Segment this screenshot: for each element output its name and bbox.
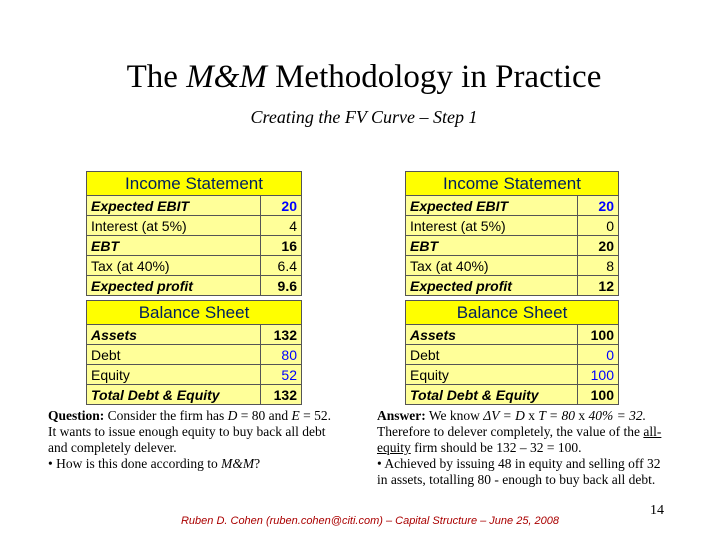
income-statement-header: Income Statement bbox=[406, 172, 619, 196]
row-label: EBT bbox=[406, 236, 578, 256]
row-value: 9.6 bbox=[261, 276, 302, 296]
question-label: Question: bbox=[48, 408, 105, 423]
row-label: Tax (at 40%) bbox=[406, 256, 578, 276]
question-line-1 bbox=[48, 408, 358, 424]
row-label: Total Debt & Equity bbox=[87, 385, 261, 405]
title-prefix: The bbox=[126, 59, 187, 95]
page-number: 14 bbox=[650, 503, 664, 518]
row-label: Interest (at 5%) bbox=[87, 216, 261, 236]
delta-v: ΔV = D bbox=[483, 408, 525, 423]
row-value: 132 bbox=[261, 325, 302, 345]
question-line-4 bbox=[48, 456, 358, 472]
row-value: 80 bbox=[261, 345, 302, 365]
row-label: Debt bbox=[406, 345, 578, 365]
row-label: Total Debt & Equity bbox=[406, 385, 578, 405]
answer-text bbox=[377, 408, 679, 488]
footer-credit: Ruben D. Cohen (ruben.cohen@citi.com) – Capital Structure – June 25, 2008 bbox=[180, 515, 560, 527]
row-value: 100 bbox=[578, 365, 619, 385]
row-label: Expected EBIT bbox=[406, 196, 578, 216]
row-label: Expected profit bbox=[87, 276, 261, 296]
row-value: 20 bbox=[578, 236, 619, 256]
tax-pct: 40% = 32. bbox=[588, 408, 646, 423]
answer-line-2 bbox=[377, 424, 679, 440]
row-value: 100 bbox=[578, 325, 619, 345]
answer-text-part: x bbox=[574, 408, 589, 423]
answer-text-part: firm should be 132 – 32 = 100. bbox=[410, 440, 582, 455]
title-mm: M&M bbox=[186, 59, 267, 95]
title-suffix: Methodology in Practice bbox=[266, 59, 602, 95]
row-label: Equity bbox=[406, 365, 578, 385]
levered-firm-table bbox=[86, 171, 302, 405]
row-value: 16 bbox=[261, 236, 302, 256]
row-value: 12 bbox=[578, 276, 619, 296]
row-label: Assets bbox=[87, 325, 261, 345]
row-value: 4 bbox=[261, 216, 302, 236]
question-text bbox=[48, 408, 358, 472]
unlevered-firm-table bbox=[405, 171, 619, 405]
balance-sheet-header: Balance Sheet bbox=[87, 301, 302, 325]
row-label: EBT bbox=[87, 236, 261, 256]
question-line-3: and completely delever. bbox=[48, 440, 177, 455]
row-value: 20 bbox=[261, 196, 302, 216]
answer-text-part: x bbox=[524, 408, 539, 423]
var-d: D bbox=[227, 408, 238, 423]
row-value: 8 bbox=[578, 256, 619, 276]
row-value: 6.4 bbox=[261, 256, 302, 276]
var-e: E bbox=[291, 408, 300, 423]
slide-title bbox=[0, 58, 728, 96]
tax-term: T = 80 bbox=[538, 408, 575, 423]
question-text-part: • How is this done according to bbox=[48, 456, 222, 471]
mm-italic: M&M bbox=[221, 456, 255, 471]
question-line-2: It wants to issue enough equity to buy back all debt bbox=[48, 424, 326, 439]
row-label: Assets bbox=[406, 325, 578, 345]
answer-line-4: • Achieved by issuing 48 in equity and selling off 32 bbox=[377, 456, 661, 471]
row-label: Debt bbox=[87, 345, 261, 365]
row-label: Expected profit bbox=[406, 276, 578, 296]
row-value: 0 bbox=[578, 216, 619, 236]
row-label: Tax (at 40%) bbox=[87, 256, 261, 276]
row-value: 0 bbox=[578, 345, 619, 365]
question-text-part: ? bbox=[254, 456, 261, 471]
answer-label: Answer: bbox=[377, 408, 426, 423]
balance-sheet-header: Balance Sheet bbox=[406, 301, 619, 325]
answer-line-1 bbox=[377, 408, 679, 424]
question-text-part: Consider the firm has bbox=[104, 408, 228, 423]
income-statement-header: Income Statement bbox=[87, 172, 302, 196]
answer-line-5: in assets, totalling 80 - enough to buy back all debt. bbox=[377, 472, 656, 487]
answer-underlined: all- bbox=[643, 424, 662, 439]
row-value: 100 bbox=[578, 385, 619, 405]
row-label: Expected EBIT bbox=[87, 196, 261, 216]
question-text-part: = 52. bbox=[299, 408, 331, 423]
answer-underlined: equity bbox=[377, 440, 411, 455]
row-label: Equity bbox=[87, 365, 261, 385]
row-label: Interest (at 5%) bbox=[406, 216, 578, 236]
answer-line-3 bbox=[377, 440, 679, 456]
slide-subtitle: Creating the FV Curve – Step 1 bbox=[250, 107, 478, 127]
row-value: 52 bbox=[261, 365, 302, 385]
answer-text-part: Therefore to delever completely, the value of the bbox=[377, 424, 644, 439]
question-text-part: = 80 and bbox=[237, 408, 292, 423]
row-value: 132 bbox=[261, 385, 302, 405]
answer-text-part: We know bbox=[425, 408, 484, 423]
row-value: 20 bbox=[578, 196, 619, 216]
